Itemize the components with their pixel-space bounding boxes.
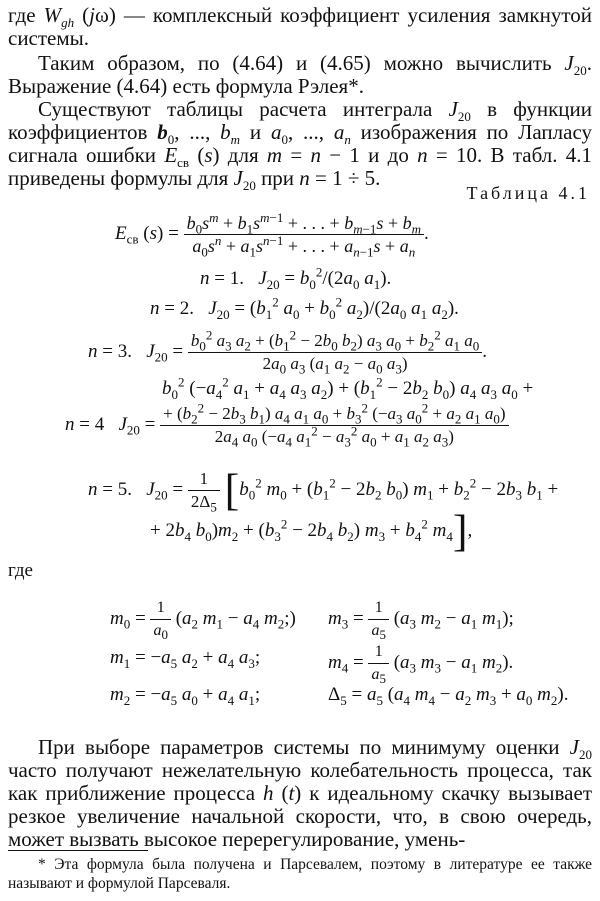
formula-error-signal: $E_{св}$ (s) = $\frac{b_0s^m + b_1s^{m-1} + . . . + b_{m-1}s + b_m}{a_0s^n + a_1s^{n-1} + . . . + a_{n-1}s + a_n}$ . [115,210,429,260]
formula-n1: n = 1. $J_{20} = b_0^2/(2a_0$ $a_1$). [200,264,392,292]
formula-n5-line1: n = 5. $J_{20}$ = $\frac{1}{2\Delta_5}$ [$b_0^2$ $m_0 + (b_1^2 - 2b_2$ $b_0$) $m_1 + b_2^2 - 2b_3$ $b_1$ + [88,465,559,515]
formula-n5-line2: + $2b_4$ $b_0)m_2 + (b_3^2 - 2b_4$ $b_2$) $m_3 + b_4^2$ $m_4$], [150,506,473,556]
formula-m4: $m_4$ = $\frac{1}{a_5}$ ($a_3$ $m_3 - a_1$ $m_2$). [328,643,514,687]
footnote: * Эта формула была получена и Парсевалем, поэтому в литературе ее также называют и формулой Парсеваля. [8,856,592,892]
where-label: где [8,560,33,581]
paragraph-4: При выборе параметров системы по минимуму оценки $J_{20}$ часто получают нежелательную колебательность процесса, так как приближение процесса h (t) к идеальному скачку вызывает резкое увеличение начальной скорости, что, в свою очередь, может вызвать высокое перерегулирование, умень- [8,735,593,851]
formula-m3: $m_3$ = $\frac{1}{a_5}$ ($a_3$ $m_2 - a_1$ $m_1$); [328,599,514,643]
formula-m0: $m_0$ = $\frac{1}{a_0}$ ($a_2$ $m_1 - a_4$ $m_2$;) [110,599,296,643]
formula-n2: n = 2. $J_{20} = (b_1^2$ $a_0 + b_0^2$ $a_2)/(2a_0$ $a_1$ $a_2$). [150,294,459,322]
paragraph-2: Таким образом, по (4.64) и (4.65) можно вычислить $J_{20}$. Выражение (4.64) есть формула Рэлея*. [8,51,592,98]
paragraph-3: Существуют таблицы расчета интеграла $J_{20}$ в функции коэффициентов $b_0$, ..., $b_m$ и $a_0$, ..., $a_n$ изображения по Лапласу сигнала ошибки $E_{св}$ (s) для m = n − 1 и до n = 10. В табл. 4.1 приведены формулы для $J_{20}$ при n = 1 ÷ 5. [8,97,592,194]
formula-n4-line1: $b_0^2$ ($-a_4^2$ $a_1 + a_4$ $a_3$ $a_2) + (b_1^2 - 2b_2$ $b_0$) $a_4$ $a_3$ $a_0$ + [162,374,534,402]
paragraph-1: где $W_{gh}$ (jω) — комплексный коэффициент усиления замкнутой системы. [8,3,592,50]
footnote-divider [8,850,148,851]
formula-n4: n = 4 $J_{20}$ = $\frac{+ (b_2^2 - 2b_3 b_1) a_4 a_1 a_0 + b_3^2 (-a_3 a_0^2 + a_2 a_1 a_0)}{2a_4 a_0 (-a_4 a_1^2 - a_3^2 a_0 + a_1 a_2 a_3)}$ [65,403,509,448]
table-title: Таблица 4.1 [466,183,590,203]
formula-m2: $m_2 = -a_5$ $a_0 + a_4$ $a_1$; [110,684,261,708]
formula-n3: n = 3. $J_{20}$ = $\frac{b_0^2 a_3 a_2 + (b_1^2 - 2b_0 b_2) a_3 a_0 + b_2^2 a_1 a_0}{2a_0 a_3 (a_1 a_2 - a_0 a_3)}$ . [88,327,487,377]
formula-m1: $m_1 = -a_5$ $a_2 + a_4$ $a_3$; [110,647,261,671]
formula-delta5: $\Delta_5 = a_5$ ($a_4$ $m_4 - a_2$ $m_3 + a_0$ $m_2$). [328,684,569,708]
